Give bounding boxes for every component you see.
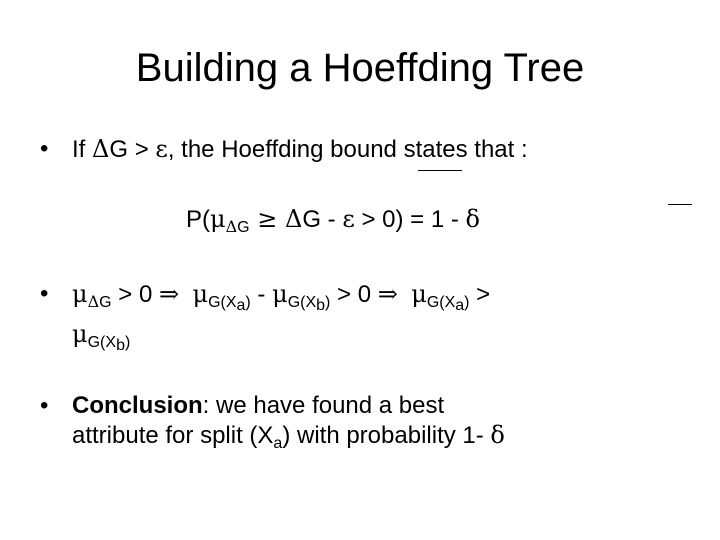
delta-symbol: Δ	[285, 205, 303, 233]
slide-title: Building a Hoeffding Tree	[135, 46, 585, 90]
subscript-b: b	[116, 337, 125, 354]
mu-symbol: μ	[411, 280, 427, 308]
subscript-a: a	[236, 297, 246, 314]
text: > 0	[111, 281, 159, 308]
text: > 0) = 1 -	[354, 206, 466, 233]
subscript	[88, 294, 112, 311]
subscript-a: a	[273, 435, 283, 452]
delta-symbol: Δ	[92, 135, 110, 163]
delta-symbol: Δ	[225, 217, 238, 236]
bullet-3-line-2	[72, 421, 505, 450]
subscript-b: b	[316, 297, 326, 314]
subscript-text: )	[325, 294, 331, 311]
subscript-text: )	[124, 334, 131, 351]
epsilon-symbol: ε	[155, 135, 168, 163]
conclusion-label: Conclusion	[72, 392, 203, 419]
text: If	[72, 136, 93, 163]
subscript	[226, 219, 250, 236]
overline-mark	[668, 204, 692, 205]
subscript-text: G(X	[426, 294, 456, 311]
subscript	[287, 294, 331, 314]
text: attribute for split (X	[72, 422, 274, 449]
hoeffding-formula	[186, 205, 480, 234]
bullet-2-text	[72, 280, 491, 314]
text: : we have found a best	[202, 392, 445, 419]
bullet-marker: •	[40, 280, 49, 307]
subscript-text: )	[245, 294, 251, 311]
subscript-text: G(X	[208, 294, 237, 311]
text: , the Hoeffding bound states that :	[167, 136, 528, 163]
subscript	[208, 294, 251, 314]
implies-symbol: ⇒	[377, 280, 398, 308]
text: G -	[302, 206, 343, 233]
subscript-text: G(X	[287, 294, 317, 311]
text: G >	[109, 136, 156, 163]
bullet-marker: •	[40, 392, 49, 419]
bullet-2-continuation	[72, 320, 131, 354]
text: >	[469, 281, 491, 308]
mu-symbol: μ	[210, 205, 226, 233]
subscript-text: G(X	[87, 334, 117, 351]
mu-symbol: μ	[192, 280, 209, 308]
subscript-g: G	[99, 294, 112, 311]
delta-small-symbol: δ	[490, 421, 505, 449]
delta-small-symbol: δ	[465, 205, 480, 233]
bullet-3-line-1	[72, 392, 444, 420]
subscript	[87, 334, 131, 354]
subscript-a: a	[455, 297, 465, 314]
subscript-text: )	[464, 294, 470, 311]
bullet-1-text	[72, 135, 528, 164]
bullet-marker: •	[40, 135, 49, 162]
mu-symbol: μ	[72, 280, 88, 308]
subscript	[426, 294, 470, 314]
mu-symbol: μ	[72, 320, 88, 348]
implies-symbol: ⇒	[159, 280, 180, 308]
text: > 0	[330, 281, 378, 308]
overline-mark	[418, 170, 462, 171]
text: -	[250, 281, 273, 308]
delta-symbol: Δ	[87, 292, 100, 311]
subscript-g: G	[237, 219, 250, 236]
text: P(	[186, 206, 210, 233]
geq-symbol: ≥	[249, 205, 285, 233]
mu-symbol: μ	[272, 280, 288, 308]
epsilon-symbol: ε	[342, 205, 355, 233]
text: ) with probability 1-	[282, 422, 491, 449]
